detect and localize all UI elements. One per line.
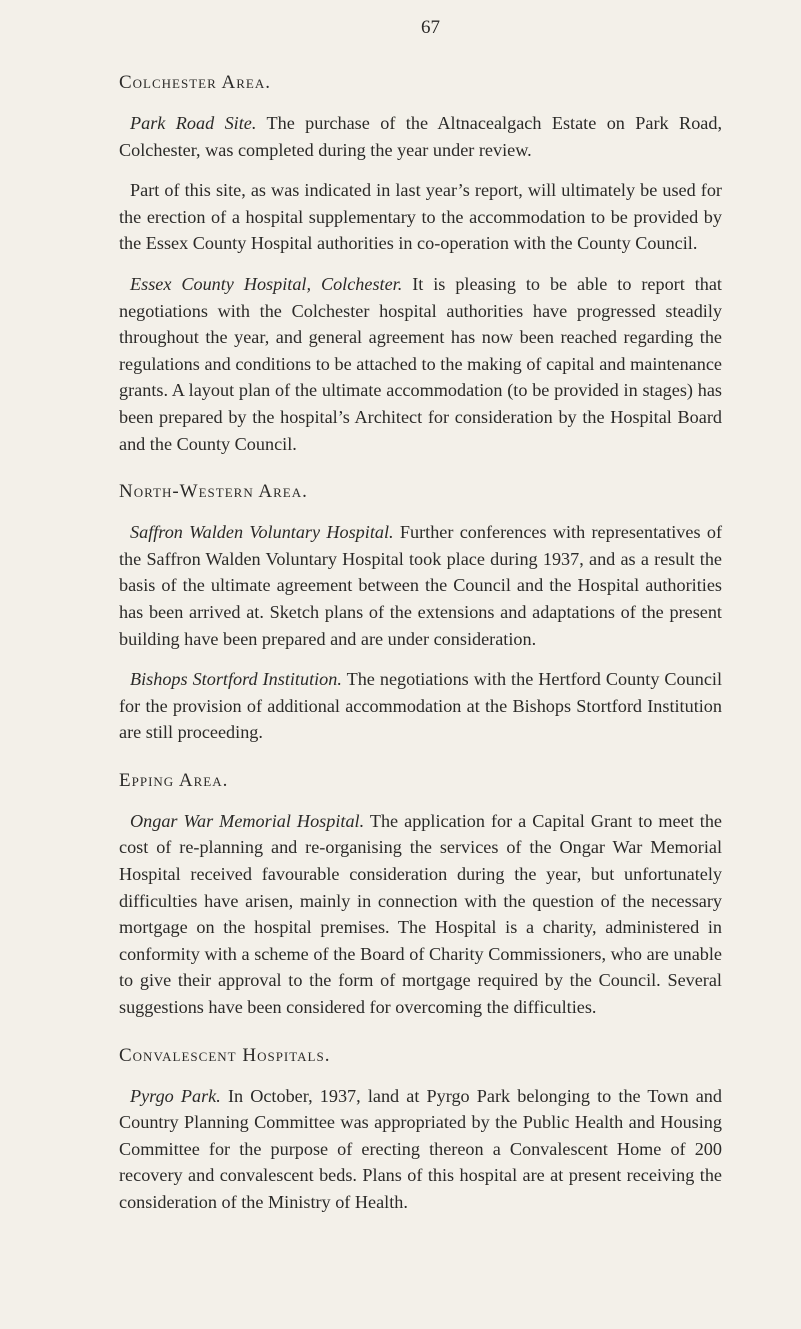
paragraph-essex-county-hospital <box>119 271 722 457</box>
paragraph-ongar-war-memorial <box>119 808 722 1021</box>
paragraph-part-of-site <box>119 177 722 257</box>
paragraph-text: Part of this site, as was indicated in last year’s report, will ultimately be used for the erection of a hospital supplementary to the accommodation to be provided by the Essex County Hospital authorities in co-operation with the County Council. <box>119 180 722 254</box>
section-heading: Colchester Area. <box>119 72 271 93</box>
paragraph-text: Further conferences with representatives of the Saffron Walden Voluntary Hospital took place during 1937, and as a result the basis of the ultimate agreement between the Council and the Hospital authorities has been arrived at. Sketch plans of the extensions and adaptations of the present building have been prepared and are under consideration. <box>119 522 723 649</box>
paragraph-lead: Park Road Site. <box>130 113 257 133</box>
page-number: 67 <box>421 17 440 38</box>
paragraph-lead: Saffron Walden Voluntary Hospital. <box>130 522 394 543</box>
section-colchester-area <box>119 70 722 457</box>
section-north-western-area <box>119 479 722 746</box>
paragraph-lead: Bishops Stortford Institution. <box>130 669 342 690</box>
paragraph-text: The purchase of the Altnacealgach Estate on Park Road, Colchester, was completed during the year under review. <box>119 113 722 160</box>
paragraph-bishops-stortford <box>119 666 722 746</box>
paragraph-pyrgo-park <box>119 1083 722 1216</box>
paragraph-text: In October, 1937, land at Pyrgo Park belonging to the Town and Country Planning Committee was appropriated by the Public Health and Housing Committee for the purpose of erecting thereon a Convalescent Home of 200 recovery and convalescent beds. Plans of this hospital are at present receiving the consideration of the Ministry of Health. <box>119 1085 722 1212</box>
paragraph-text: It is pleasing to be able to report that negotiations with the Colchester hospital authorities have progressed steadily throughout the year, and general agreement has now been reached regarding the regulations and conditions to be attached to the making of capital and maintenance grants. A layout plan of the ultimate accommodation (to be provided in stages) has been prepared by the hospital’s Architect for consideration by the Hospital Board and the County Council. <box>119 273 722 454</box>
paragraph-text: The negotiations with the Hertford County Council for the provision of additional accommodation at the Bishops Stortford Institution are still proceeding. <box>119 669 723 743</box>
paragraph-lead: Essex County Hospital, Colchester. <box>130 273 403 294</box>
section-epping-area <box>119 768 722 1021</box>
paragraph-park-road-site <box>119 110 722 163</box>
paragraph-text: The application for a Capital Grant to meet the cost of re-planning and re-organising the services of the Ongar War Memorial Hospital received favourable consideration during the year, but unfortunately difficulties have arisen, mainly in connection with the question of the necessary mortgage on the hospital premises. The Hospital is a charity, administered in conformity with a scheme of the Board of Charity Commissioners, who are unable to give their approval to the form of mortgage required by the Council. Several suggestions have been considered for overcoming the difficulties. <box>119 810 722 1018</box>
paragraph-saffron-walden <box>119 519 722 652</box>
section-convalescent-hospitals <box>119 1043 722 1216</box>
section-heading: North-Western Area. <box>119 481 308 503</box>
paragraph-lead: Pyrgo Park. <box>130 1085 221 1106</box>
section-heading: Epping Area. <box>119 769 229 791</box>
section-heading: Convalescent Hospitals. <box>119 1044 331 1066</box>
paragraph-lead: Ongar War Memorial Hospital. <box>130 810 365 831</box>
